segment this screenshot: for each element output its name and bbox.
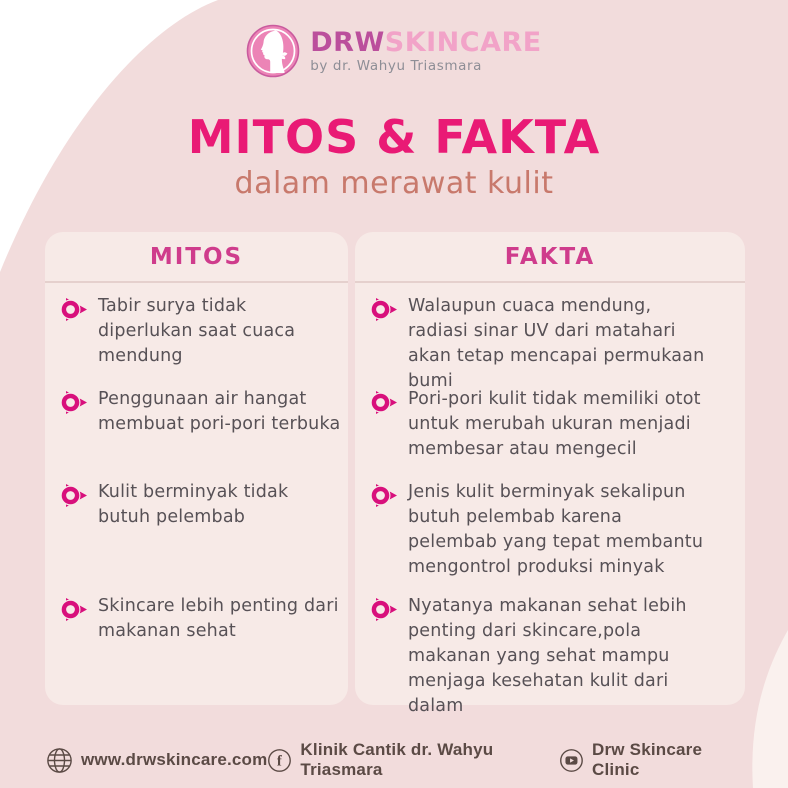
page-title: MITOS & FAKTA (187, 110, 601, 164)
arrow-bullet-icon (60, 388, 88, 416)
fakta-column (355, 232, 745, 716)
brand-name: DRWSKINCARE (310, 26, 542, 58)
arrow-bullet-icon (60, 481, 88, 509)
footer-facebook (267, 740, 559, 780)
fakta-item (370, 387, 716, 462)
arrow-bullet-icon (370, 595, 398, 623)
fakta-column-header: FAKTA (355, 232, 745, 283)
mitos-item-text: Tabir surya tidak diperlukan saat cuaca mendung (98, 296, 296, 366)
page-subtitle: dalam merawat kulit (234, 166, 554, 201)
fakta-item-text: Nyatanya makanan sehat lebih penting dari skincare,pola makanan yang sehat mampu menjaga kesehatan kulit dari dalam (408, 596, 687, 716)
arrow-bullet-icon (370, 295, 398, 323)
brand-tagline: by dr. Wahyu Triasmara (310, 58, 483, 75)
arrow-bullet-icon (60, 295, 88, 323)
footer-facebook-label: Klinik Cantik dr. Wahyu Triasmara (300, 740, 494, 779)
fakta-item (370, 294, 716, 394)
svg-text:f: f (277, 753, 283, 770)
mitos-column (45, 232, 348, 705)
fakta-item (370, 594, 716, 719)
fakta-item-text: Jenis kulit berminyak sekalipun butuh pelembab karena pelembab yang tepat membantu mengontrol produksi minyak (408, 482, 704, 577)
mitos-item (60, 387, 344, 437)
footer (0, 740, 788, 780)
mitos-column-header: MITOS (45, 232, 348, 283)
facebook-icon (267, 747, 292, 774)
arrow-bullet-icon (370, 388, 398, 416)
footer-website (46, 747, 267, 774)
fakta-item-text: Walaupun cuaca mendung, radiasi sinar UV dari matahari akan tetap mencapai permukaan bumi (408, 296, 705, 391)
brand-logo (0, 24, 788, 78)
mitos-item-text: Skincare lebih penting dari makanan sehat (98, 596, 339, 641)
mitos-item (60, 594, 344, 644)
youtube-icon (559, 747, 584, 774)
drw-logo-icon (246, 24, 300, 78)
mitos-item (60, 294, 344, 369)
footer-youtube-label: Drw Skincare Clinic (592, 740, 703, 779)
mitos-item-text: Penggunaan air hangat membuat pori-pori terbuka (98, 389, 341, 434)
footer-youtube (559, 740, 742, 780)
fakta-item (370, 480, 716, 580)
fakta-item-text: Pori-pori kulit tidak memiliki otot untuk merubah ukuran menjadi membesar atau mengecil (408, 389, 701, 459)
globe-icon (46, 747, 73, 774)
arrow-bullet-icon (370, 481, 398, 509)
mitos-item-text: Kulit berminyak tidak butuh pelembab (98, 482, 289, 527)
arrow-bullet-icon (60, 595, 88, 623)
mitos-item (60, 480, 344, 530)
footer-website-label: www.drwskincare.com (81, 750, 268, 769)
